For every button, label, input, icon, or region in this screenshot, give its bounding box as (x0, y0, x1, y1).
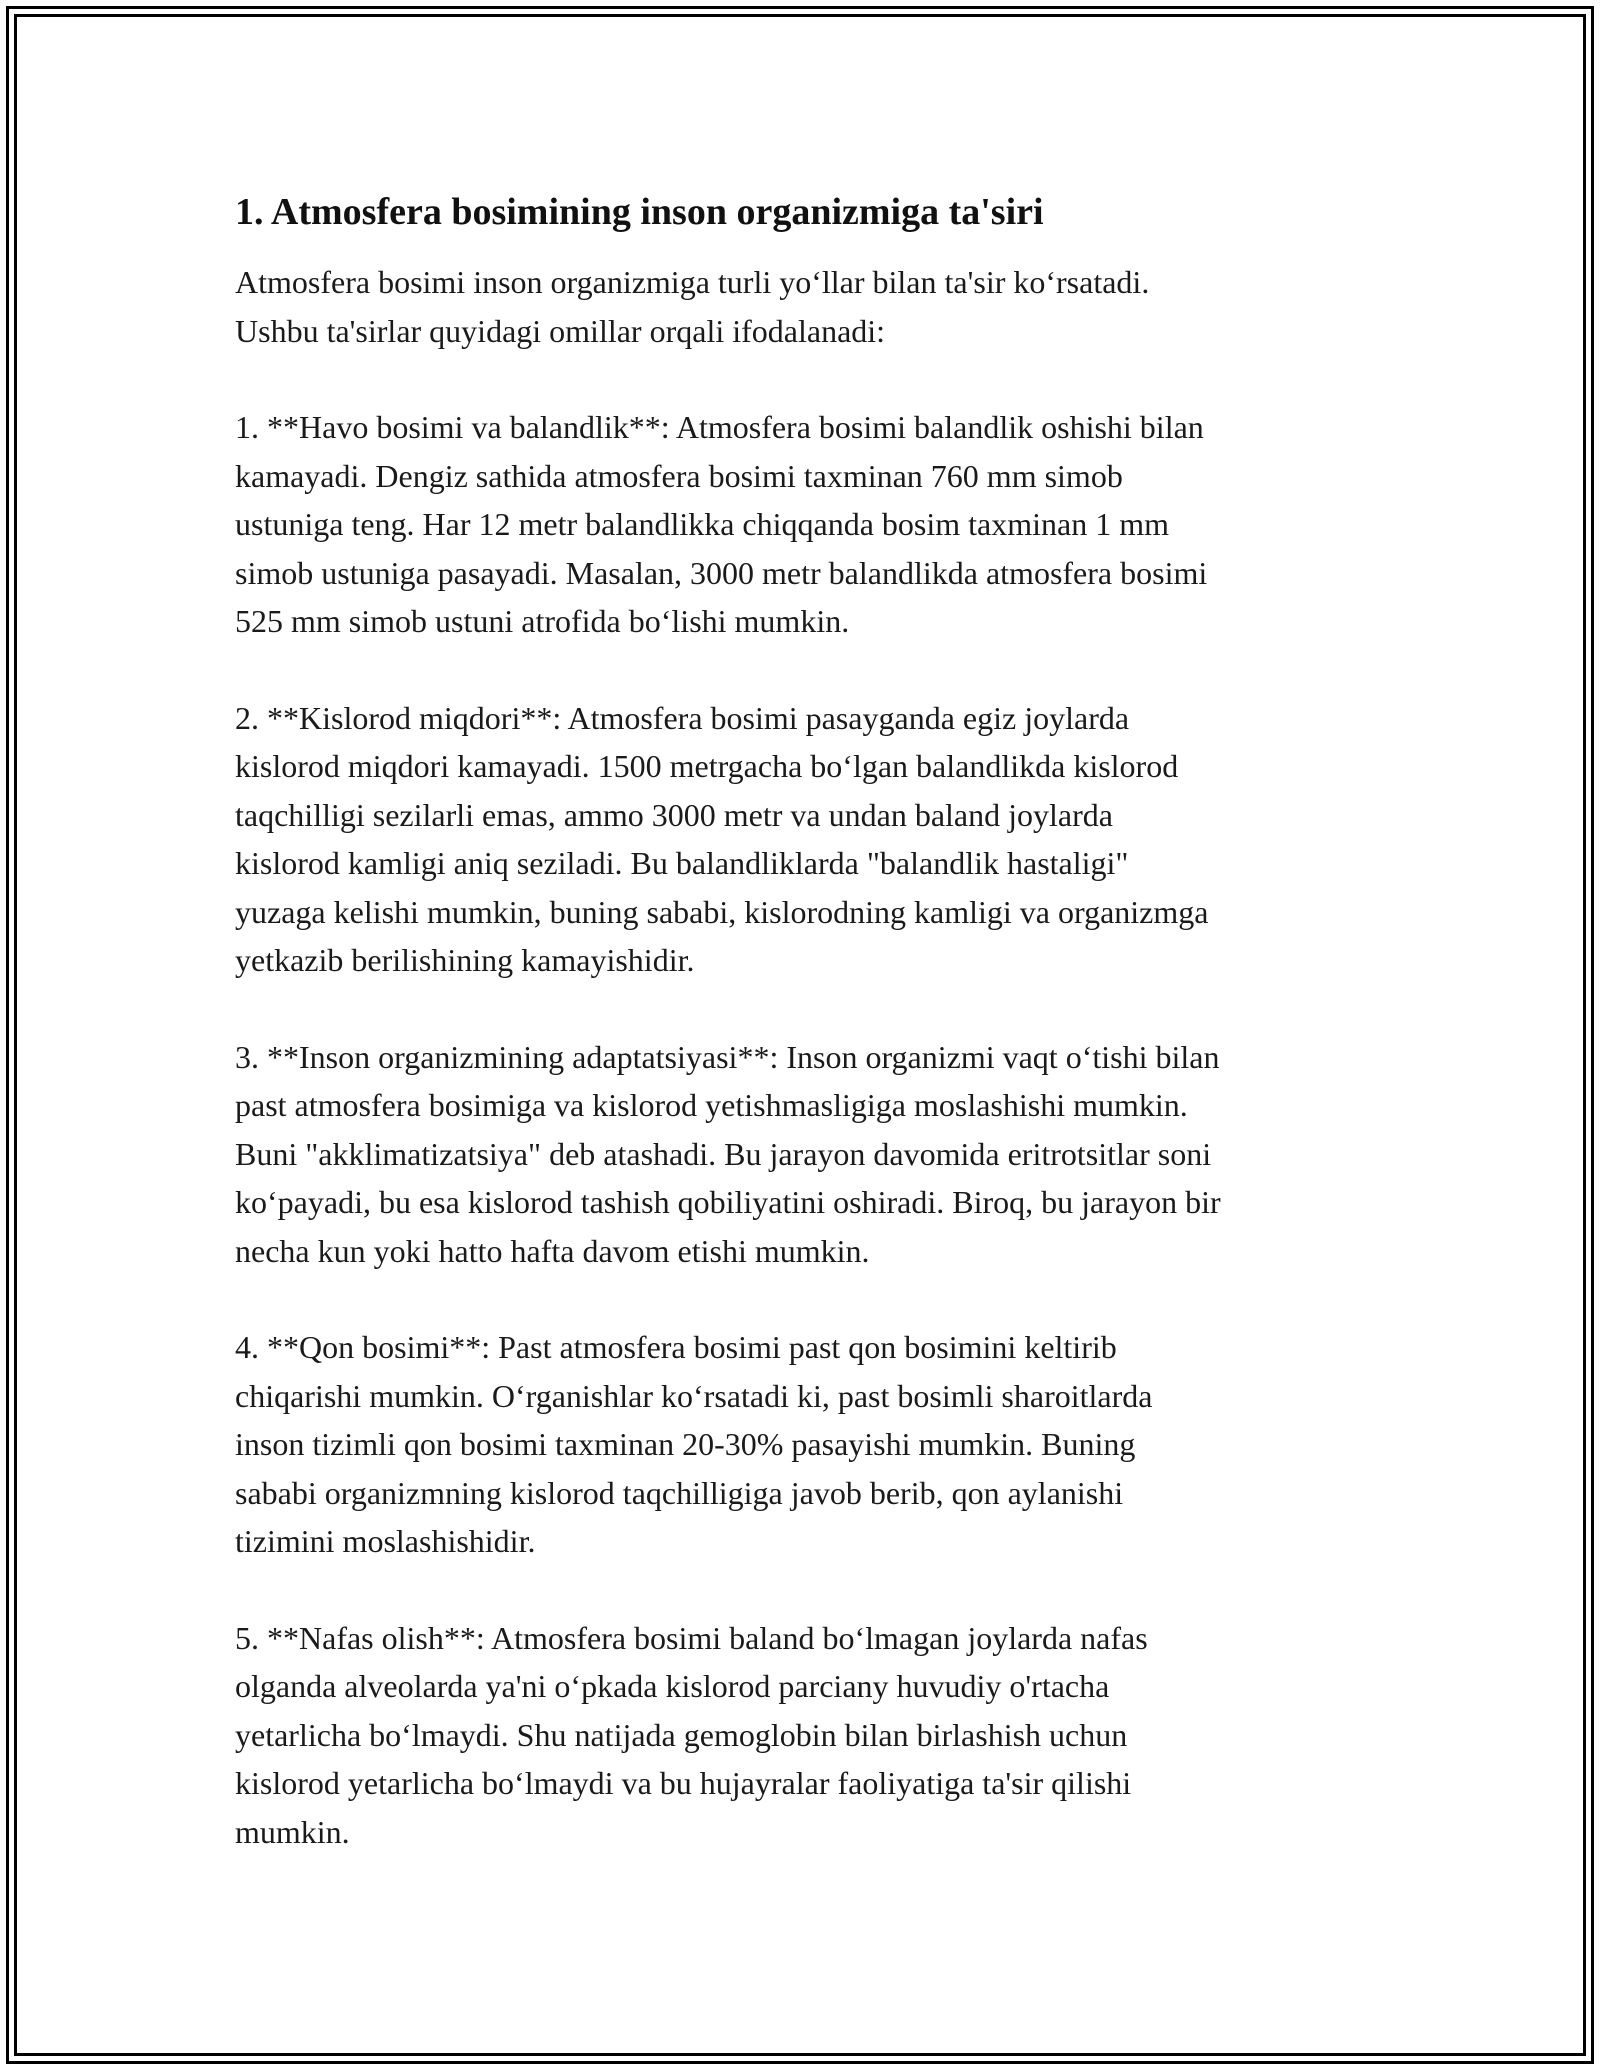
list-item-blood-pressure (235, 1323, 1385, 1566)
item-line: yetarlicha bo‘lmaydi. Shu natijada gemoglobin bilan birlashish uchun (235, 1716, 1128, 1753)
item-line: yuzaga kelishi mumkin, buning sababi, kislorodning kamligi va organizmga (235, 893, 1209, 930)
item-line: sababi organizmning kislorod taqchilligiga javob berib, qon aylanishi (235, 1474, 1124, 1511)
item-line: ko‘payadi, bu esa kislorod tashish qobiliyatini oshiradi. Biroq, bu jarayon bir (235, 1184, 1221, 1220)
item-line: kislorod yetarlicha bo‘lmaydi va bu hujayralar faoliyatiga ta'sir qilishi (235, 1765, 1132, 1801)
list-item-adaptation (235, 1033, 1385, 1276)
item-line: taqchilligi sezilarli emas, ammo 3000 metr va undan baland joylarda (235, 796, 1113, 833)
item-line: olganda alveolarda ya'ni o‘pkada kislorod parciany huvudiy o'rtacha (235, 1668, 1110, 1704)
item-line: kislorod kamligi aniq seziladi. Bu balandliklarda "balandlik hastaligi" (235, 845, 1129, 881)
item-line: 525 mm simob ustuni atrofida bo‘lishi mumkin. (235, 603, 850, 639)
item-line: yetkazib berilishining kamayishidir. (235, 942, 695, 978)
item-line: tizimini moslashishidir. (235, 1523, 536, 1559)
item-line: 5. **Nafas olish**: Atmosfera bosimi baland bo‘lmagan joylarda nafas (235, 1619, 1148, 1656)
list-item-breathing (235, 1614, 1385, 1857)
item-line: Buni "akklimatizatsiya" deb atashadi. Bu jarayon davomida eritrotsitlar soni (235, 1135, 1212, 1172)
item-line: inson tizimli qon bosimi taxminan 20-30% pasayishi mumkin. Buning (235, 1426, 1136, 1462)
intro-paragraph (235, 258, 1385, 355)
item-line: kislorod miqdori kamayadi. 1500 metrgacha bo‘lgan balandlikda kislorod (235, 748, 1179, 784)
item-line: kamayadi. Dengiz sathida atmosfera bosimi taxminan 760 mm simob (235, 457, 1123, 494)
item-line: 3. **Inson organizmining adaptatsiyasi**: Inson organizmi vaqt o‘tishi bilan (235, 1038, 1220, 1075)
item-line: past atmosfera bosimiga va kislorod yetishmasligiga moslashishi mumkin. (235, 1087, 1188, 1123)
intro-line: Atmosfera bosimi inson organizmiga turli yo‘llar bilan ta'sir ko‘rsatadi. (235, 264, 1150, 300)
list-item-oxygen-amount (235, 694, 1385, 985)
item-line: 2. **Kislorod miqdori**: Atmosfera bosimi pasayganda egiz joylarda (235, 699, 1130, 736)
list-item-altitude-pressure (235, 403, 1385, 646)
item-line: simob ustuniga pasayadi. Masalan, 3000 metr balandlikda atmosfera bosimi (235, 554, 1208, 591)
item-line: necha kun yoki hatto hafta davom etishi mumkin. (235, 1232, 870, 1269)
document-title: 1. Atmosfera bosimining inson organizmiga ta'siri (235, 191, 1044, 233)
item-line: mumkin. (235, 1813, 350, 1850)
intro-line: Ushbu ta'sirlar quyidagi omillar orqali ifodalanadi: (235, 312, 886, 349)
item-line: 1. **Havo bosimi va balandlik**: Atmosfera bosimi balandlik oshishi bilan (235, 409, 1204, 445)
item-line: 4. **Qon bosimi**: Past atmosfera bosimi past qon bosimini keltirib (235, 1329, 1117, 1365)
document-body (235, 186, 1385, 1856)
item-line: ustuniga teng. Har 12 metr balandlikka chiqqanda bosim taxminan 1 mm (235, 506, 1170, 542)
item-line: chiqarishi mumkin. O‘rganishlar ko‘rsatadi ki, past bosimli sharoitlarda (235, 1377, 1153, 1414)
